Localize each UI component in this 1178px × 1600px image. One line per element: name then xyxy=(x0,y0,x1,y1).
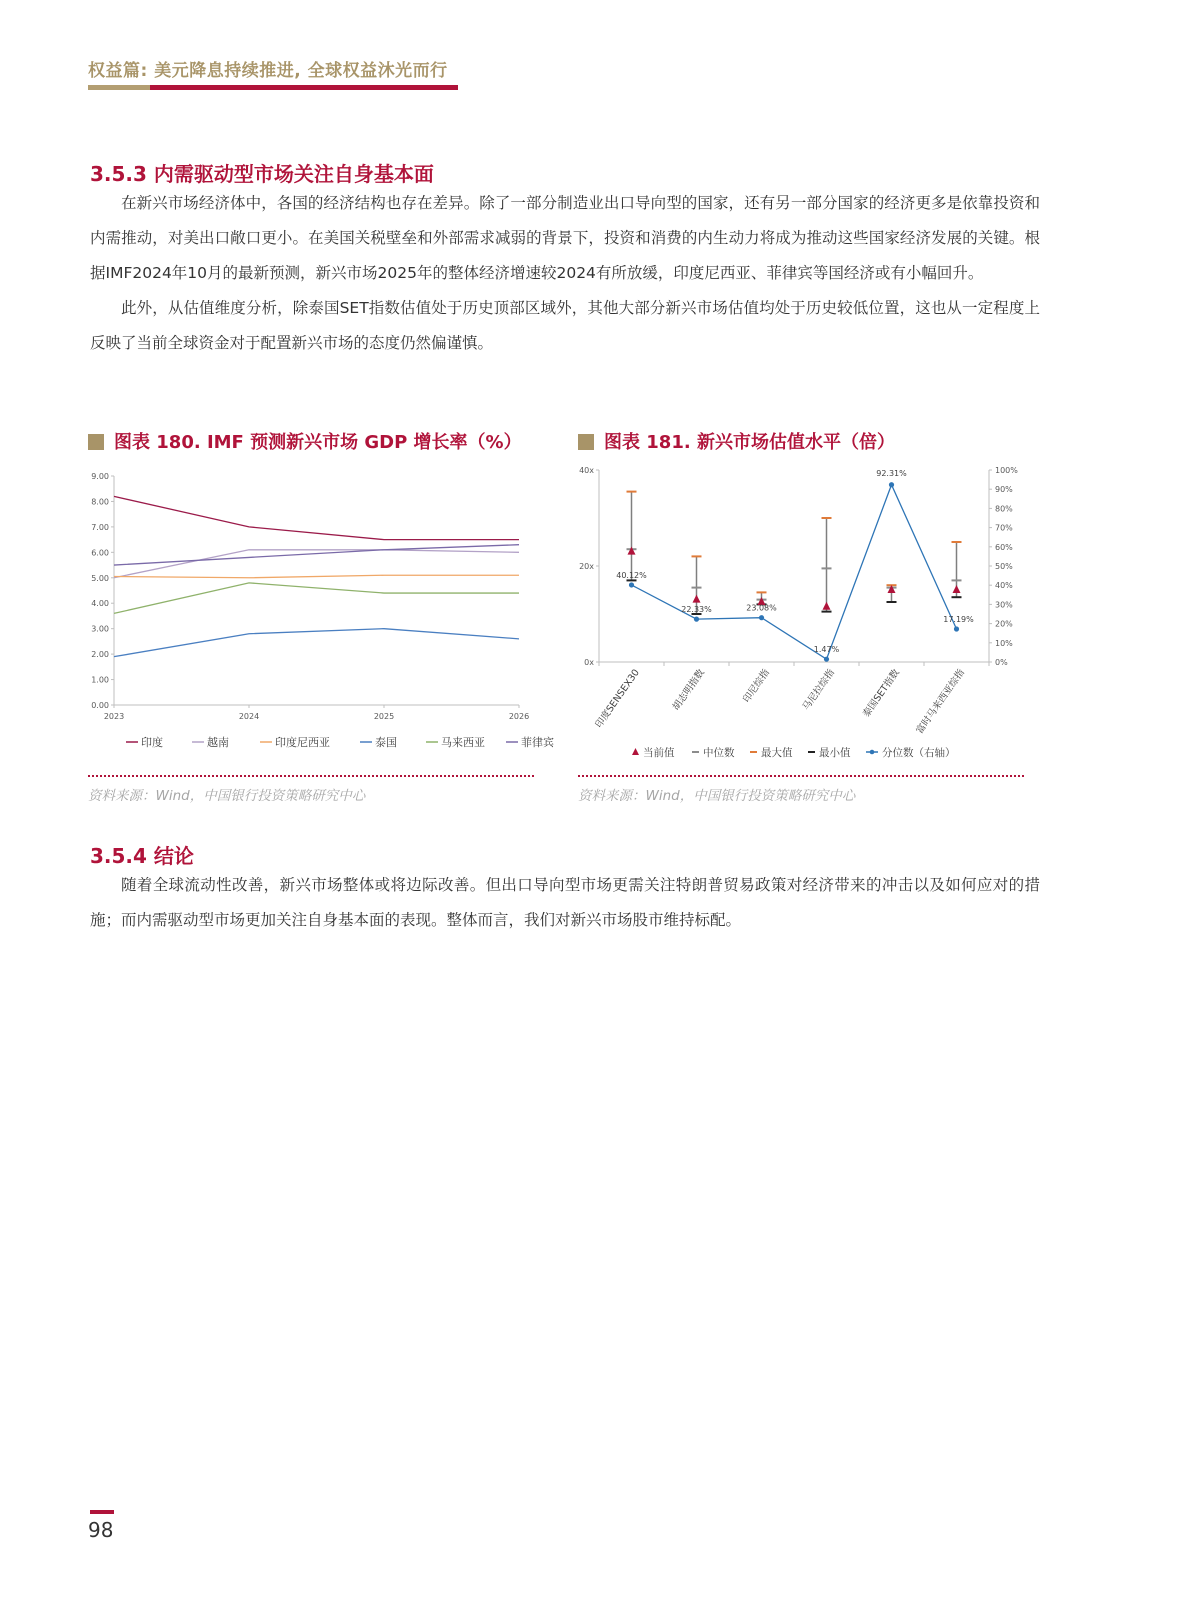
figure-180-divider xyxy=(88,775,534,777)
legend-label: 分位数（右轴） xyxy=(882,747,956,759)
page-number-mark xyxy=(90,1510,114,1514)
percentile-point xyxy=(824,657,829,662)
legend-label: 最大值 xyxy=(761,747,793,759)
figure-180-source: 资料来源：Wind，中国银行投资策略研究中心 xyxy=(88,788,366,804)
category-label: 印度SENSEX30 xyxy=(593,667,642,731)
legend-label: 泰国 xyxy=(375,736,397,749)
percentile-data-label: 22.33% xyxy=(681,605,712,615)
percentile-data-label: 1.47% xyxy=(813,645,840,655)
section-353-body xyxy=(90,186,1040,361)
y-tick-label: 6.00 xyxy=(91,548,109,558)
legend-swatch xyxy=(632,748,639,755)
paragraph: 在新兴市场经济体中，各国的经济结构也存在差异。除了一部分制造业出口导向型的国家，还有另一部分国家的经济更多是依靠投资和内需推动，对美出口敞口更小。在美国关税壁垒和外部需求减弱的背景下，投资和消费的内生动力将成为推动这些国家经济发展的关键。根据IMF2024年10月的最新预测，新兴市场2025年的整体经济增速较2024有所放缓，印度尼西亚、菲律宾等国经济或有小幅回升。 xyxy=(90,194,1040,282)
y-tick-label: 9.00 xyxy=(91,472,109,481)
legend-label: 印度尼西亚 xyxy=(275,736,330,749)
percentile-point xyxy=(694,617,699,622)
figure-180-title xyxy=(88,428,522,454)
legend-swatch-point xyxy=(870,750,875,755)
y2-tick-label: 50% xyxy=(995,562,1013,571)
y2-tick-label: 30% xyxy=(995,600,1013,610)
y-tick-label: 5.00 xyxy=(91,573,109,583)
y2-tick-label: 20% xyxy=(995,619,1013,629)
paragraph: 此外，从估值维度分析，除泰国SET指数估值处于历史顶部区域外，其他大部分新兴市场估值均处于历史较低位置，这也从一定程度上反映了当前全球资金对于配置新兴市场的态度仍然偏谨慎。 xyxy=(90,299,1040,352)
percentile-data-label: 40.12% xyxy=(616,570,647,580)
percentile-point xyxy=(629,582,634,587)
legend-label: 中位数 xyxy=(703,747,735,759)
series-line-印度尼西亚 xyxy=(114,575,519,578)
square-bullet-icon xyxy=(578,434,594,450)
running-header: 权益篇: 美元降息持续推进, 全球权益沐光而行 xyxy=(88,61,448,81)
y-tick-label: 20x xyxy=(579,562,594,571)
category-label: 印尼综指 xyxy=(741,667,772,705)
x-tick-label: 2024 xyxy=(238,712,260,721)
percentile-point xyxy=(759,615,764,620)
y2-tick-label: 10% xyxy=(995,638,1013,648)
category-label: 泰国SET指数 xyxy=(860,667,902,720)
series-line-马来西亚 xyxy=(114,583,519,614)
x-tick-label: 2025 xyxy=(373,712,395,721)
series-line-印度 xyxy=(114,496,519,539)
y-tick-label: 7.00 xyxy=(91,522,109,532)
figure-181-title xyxy=(578,428,895,454)
y-tick-label: 0x xyxy=(584,658,594,667)
current-value-marker xyxy=(823,602,831,610)
percentile-data-label: 23.08% xyxy=(746,603,777,613)
section-354-heading: 3.5.4 结论 xyxy=(90,844,194,868)
legend-label: 当前值 xyxy=(643,747,675,759)
y2-tick-label: 40% xyxy=(995,581,1013,591)
current-value-marker xyxy=(693,595,701,603)
y2-tick-label: 0% xyxy=(995,658,1008,667)
page-number: 98 xyxy=(88,1518,114,1542)
percentile-line xyxy=(632,485,957,659)
section-353-heading: 3.5.3 内需驱动型市场关注自身基本面 xyxy=(90,162,434,186)
legend-label: 最小值 xyxy=(819,747,851,759)
section-354-body xyxy=(90,868,1040,938)
figure-181-divider xyxy=(578,775,1024,777)
category-label: 富时马来西亚综指 xyxy=(914,667,967,736)
y-tick-label: 40x xyxy=(579,466,594,475)
square-bullet-icon xyxy=(88,434,104,450)
legend-label: 马来西亚 xyxy=(441,736,485,749)
y-tick-label: 3.00 xyxy=(91,624,109,634)
header-rule-gold xyxy=(88,85,150,90)
current-value-marker xyxy=(628,547,636,555)
y-tick-label: 4.00 xyxy=(91,599,109,609)
header-rule-red xyxy=(150,85,458,90)
figure-181-source: 资料来源：Wind，中国银行投资策略研究中心 xyxy=(578,788,856,804)
y-tick-label: 8.00 xyxy=(91,497,109,507)
legend-label: 印度 xyxy=(141,736,163,749)
y-tick-label: 1.00 xyxy=(91,675,109,685)
current-value-marker xyxy=(888,585,896,593)
y-tick-label: 0.00 xyxy=(91,701,109,710)
y2-tick-label: 70% xyxy=(995,523,1013,533)
current-value-marker xyxy=(953,585,961,593)
category-label: 胡志明指数 xyxy=(670,667,707,713)
percentile-point xyxy=(889,482,894,487)
category-label: 马尼拉综指 xyxy=(800,667,837,713)
gdp-growth-line-chart xyxy=(86,462,554,762)
x-tick-label: 2026 xyxy=(508,712,530,721)
figure-180-title-text: 图表 180. IMF 预测新兴市场 GDP 增长率（%） xyxy=(114,432,522,453)
x-tick-label: 2023 xyxy=(103,712,125,721)
series-line-泰国 xyxy=(114,629,519,657)
legend-label: 菲律宾 xyxy=(521,736,554,749)
percentile-data-label: 92.31% xyxy=(876,468,907,478)
y2-tick-label: 60% xyxy=(995,542,1013,552)
valuation-level-chart xyxy=(572,462,1036,767)
percentile-data-label: 17.19% xyxy=(943,614,974,624)
y2-tick-label: 80% xyxy=(995,504,1013,514)
y2-tick-label: 100% xyxy=(995,466,1018,475)
y-tick-label: 2.00 xyxy=(91,650,109,660)
legend-label: 越南 xyxy=(207,736,229,749)
paragraph: 随着全球流动性改善，新兴市场整体或将边际改善。但出口导向型市场更需关注特朗普贸易政策对经济带来的冲击以及如何应对的措施；而内需驱动型市场更加关注自身基本面的表现。整体而言，我们对新兴市场股市维持标配。 xyxy=(90,876,1040,929)
y2-tick-label: 90% xyxy=(995,485,1013,495)
figure-181-title-text: 图表 181. 新兴市场估值水平（倍） xyxy=(604,432,895,453)
percentile-point xyxy=(954,626,959,631)
series-line-菲律宾 xyxy=(114,545,519,565)
